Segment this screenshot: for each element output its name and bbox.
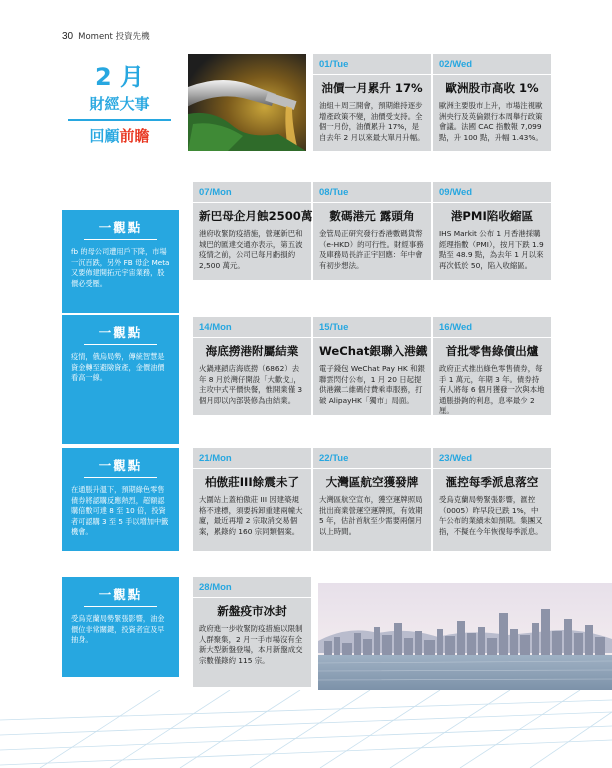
- event-headline: 新巴母企月蝕2500萬: [199, 209, 313, 223]
- date-divider: [313, 202, 431, 203]
- event-body: 金管局正研究發行香港數碼貨幣（e-HKD）的可行性。財經事務及庫務局長許正宇回應：年中會有初步想法。: [319, 229, 424, 270]
- event-body: 大灣區航空宣布，獲空運牌照局批出商業營運空運牌照，有效期 5 年，估計首航至少需要兩個月以上時間。: [319, 495, 423, 536]
- event-headline: 首批零售綠債出爐: [445, 344, 539, 358]
- date-divider: [193, 468, 311, 469]
- event-date: 16/Wed: [439, 322, 473, 333]
- event-date: 15/Tue: [319, 322, 349, 333]
- event-date: 21/Mon: [199, 453, 232, 464]
- viewpoint-text: fb 的母公司遭用戶下降，市場一沉百跌，另外 FB 母企 Meta 又要佈建開拓元宇宙業務，股價必受壓。: [71, 247, 170, 288]
- viewpoint-title: 一觀點: [98, 220, 143, 235]
- event-card: [193, 317, 311, 415]
- event-headline: 新盤疫市冰封: [217, 604, 287, 618]
- page-number: 30: [62, 31, 74, 42]
- event-headline: 港PMI陷收縮區: [450, 209, 534, 223]
- event-date: 14/Mon: [199, 322, 232, 333]
- event-card: [193, 448, 311, 551]
- event-headline: 數碼港元 露頭角: [329, 209, 415, 223]
- event-date: 28/Mon: [199, 582, 232, 593]
- event-body: 大圍站上蓋柏傲莊 III 因建築規格不達標，須要拆卸重建兩幢大廈，最近再增 2 宗取消交易個案，累錄約 160 宗同類個案。: [199, 495, 303, 536]
- event-card: [433, 182, 551, 280]
- event-headline: 油價一月累升 17%: [321, 81, 423, 95]
- event-date: 02/Wed: [439, 59, 473, 70]
- event-date: 07/Mon: [199, 187, 232, 198]
- preview-text: 前瞻: [119, 127, 150, 145]
- event-body: 油組＋周三開會，預期維持逐步增產政策不變，油價受支持。全個一月份，油價累升 17%，是自去年 2 月以來最大單月升幅。: [319, 101, 425, 142]
- event-card: [313, 182, 431, 280]
- decorative-lines: [0, 690, 612, 768]
- viewpoint-title: 一觀點: [98, 458, 143, 473]
- event-body: IHS Markit 公布 1 月香港採購經理指數（PMI），按月下跌 1.9 點至 48.9 點，為去年 1 月以來再次低於 50，陷入收縮區。: [439, 229, 544, 270]
- title-block: [62, 62, 177, 146]
- event-date: 09/Wed: [439, 187, 473, 198]
- date-divider: [193, 337, 311, 338]
- event-card: [313, 54, 431, 151]
- viewpoint-box-4: [62, 577, 179, 677]
- viewpoint-box-3: [62, 448, 179, 551]
- event-card: [433, 317, 551, 415]
- viewpoint-text: 受烏克蘭局勢緊張影響，油金價位非常關鍵，投資者宜及早抽身。: [71, 614, 165, 644]
- event-date: 23/Wed: [439, 453, 473, 464]
- viewpoint-text: 疫情，俄烏局勢，傳統智慧是資金轉至避險資產，金價油價看高一線。: [71, 352, 165, 382]
- event-body: 政府進一步收緊防疫措施以限制人群聚集，2 月一手市場沒有全新大型新盤登場，本月新盤成交宗數僅錄約 115 宗。: [199, 624, 303, 665]
- event-card: [433, 54, 551, 151]
- event-card: [313, 317, 431, 415]
- viewpoint-title: 一觀點: [98, 325, 143, 340]
- event-date: 22/Tue: [319, 453, 349, 464]
- magazine-title: Moment 投資先機: [78, 32, 150, 42]
- event-headline: 柏傲莊III餘震未了: [204, 475, 300, 489]
- date-divider: [193, 597, 311, 598]
- event-card: [433, 448, 551, 551]
- date-divider: [433, 337, 551, 338]
- section-subtitle: 財經大事: [89, 95, 150, 113]
- oil-pump-photo: [188, 54, 306, 151]
- event-body: 港府收緊防疫措施，營運新巴和城巴的匯達交通亦表示，第五波疫情之前，公司已每月虧損約 2,500 萬元。: [199, 229, 303, 270]
- event-headline: 大灣區航空獲發牌: [325, 475, 419, 489]
- viewpoint-text: 在通脹升溫下，預期綠色零售債券將認購反應熱烈，超額認購倍數可達 8 至 10 倍，投資者可認購 3 至 5 手以增加中籤機會。: [71, 485, 169, 536]
- review-text: 回顧: [89, 127, 120, 145]
- event-card: [313, 448, 431, 551]
- event-headline: 滙控每季派息落空: [445, 475, 539, 489]
- viewpoint-box-2: [62, 315, 179, 444]
- page-header: [62, 30, 150, 42]
- review-preview-title: [62, 125, 177, 146]
- date-divider: [313, 337, 431, 338]
- event-body: 政府正式推出綠色零售債券，每手 1 萬元，年期 3 年。債券持有人將每 6 個月獲發一次與本地通脹掛鉤的利息，息率最少 2 厘。: [439, 364, 545, 415]
- skyline-photo: [318, 583, 612, 690]
- date-divider: [433, 202, 551, 203]
- viewpoint-box-1: [62, 210, 179, 313]
- event-body: 電子錢包 WeChat Pay HK 和銀聯雲閃付公布，1 月 20 日起提供港鐵二維碼付費乘車服務，打破 AlipayHK「獨市」局面。: [319, 364, 425, 405]
- event-date: 01/Tue: [319, 59, 349, 70]
- date-divider: [313, 468, 431, 469]
- month-title: 2 月: [94, 63, 145, 91]
- date-divider: [193, 202, 311, 203]
- date-divider: [433, 468, 551, 469]
- event-card: [193, 577, 311, 687]
- date-divider: [433, 74, 551, 75]
- viewpoint-title: 一觀點: [98, 587, 143, 602]
- date-divider: [313, 74, 431, 75]
- event-headline: 海底撈港附屬結業: [205, 344, 299, 358]
- event-card: [193, 182, 311, 280]
- event-headline: 歐洲股市高收 1%: [445, 81, 539, 95]
- title-divider: [68, 119, 171, 121]
- event-body: 受烏克蘭局勢緊張影響，滙控（0005）昨早段已跌 1%，中午公布的業績未如預期。集團又指，不擬在今年恢復每季派息。: [439, 495, 543, 536]
- event-headline: WeChat銀聯入港鐵: [319, 344, 428, 358]
- event-body: 火鍋連鎖店海底撈（6862）去年 8 月於灣仔開設「大歡戈」，主攻中式平價快餐，惟開業僅 3 個月即以內部裝修為由結業。: [199, 364, 303, 405]
- event-body: 歐洲主要股市上升，市場注視歐洲央行及英倫銀行本周舉行政策會議。法國 CAC 指數報 7,099 點，升 100 點，升幅 1.43%。: [439, 101, 543, 142]
- event-date: 08/Tue: [319, 187, 349, 198]
